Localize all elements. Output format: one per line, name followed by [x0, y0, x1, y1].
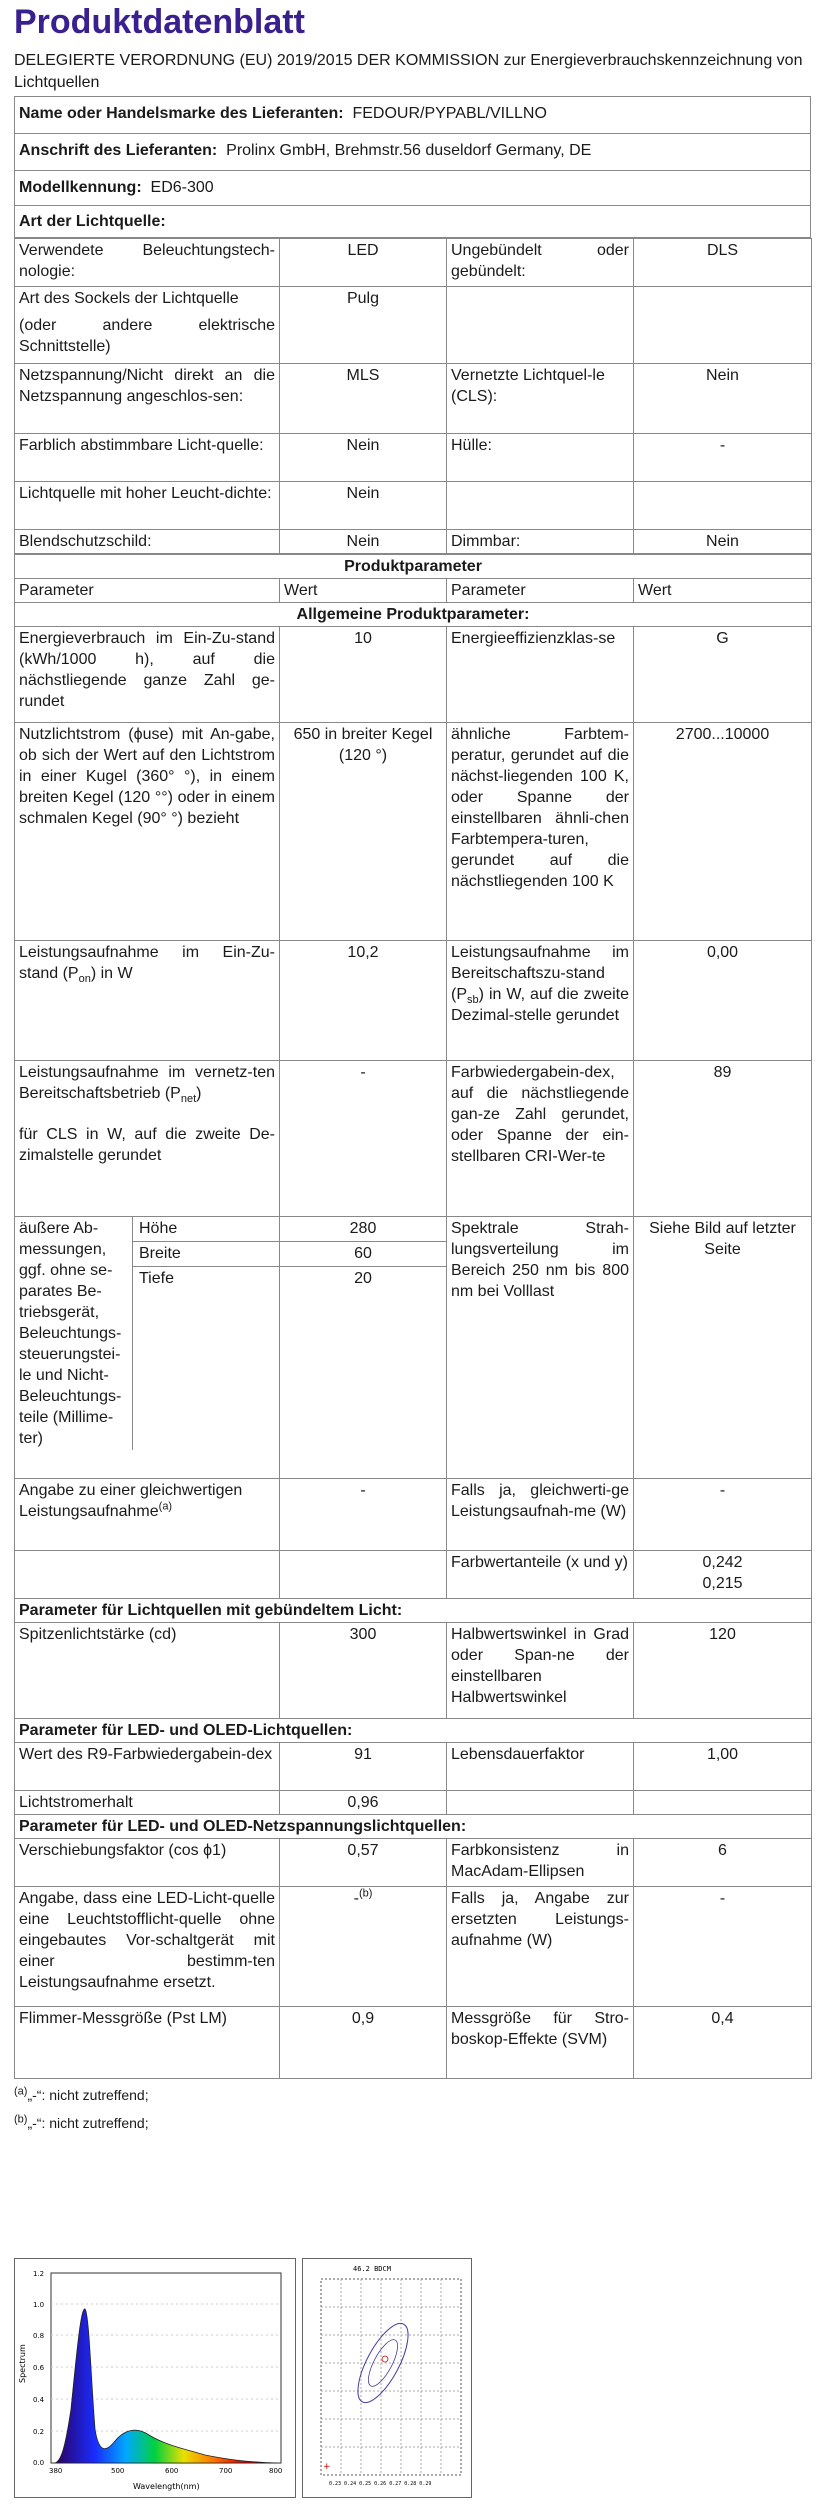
r9-value: 91: [280, 1743, 447, 1791]
chroma-y: 0,215: [702, 1575, 743, 1592]
art-param: [447, 287, 634, 364]
art-value: MLS: [280, 364, 447, 434]
y-tick: 0.2: [33, 2428, 45, 2436]
art-value: Nein: [280, 530, 447, 554]
art-param: Lichtquelle mit hoher Leucht-dichte:: [15, 482, 280, 530]
art-param: Vernetzte Lichtquel-le (CLS):: [447, 364, 634, 434]
datasheet: [14, 0, 809, 2133]
pnet-param: [15, 1061, 280, 1217]
produkt-heading: Produktparameter: [15, 555, 812, 579]
replaced-power-param: Falls ja, Angabe zur ersetzten Leistungs-aufnahme (W): [447, 1887, 634, 2007]
supplier-name-label: Name oder Handelsmarke des Lieferanten:: [19, 105, 344, 122]
footnote-text: „-“: nicht zutreffend;: [27, 2087, 149, 2103]
supplier-address-row: [15, 134, 811, 171]
fluor-dash: -: [353, 1890, 359, 1907]
dims-values: [280, 1217, 447, 1479]
spectrum-curve: [55, 2309, 277, 2463]
dim-value-height: 280: [280, 1217, 446, 1242]
gebuendelt-heading: Parameter für Lichtquellen mit gebündeltem Licht:: [15, 1599, 812, 1623]
spectral-param: Spektrale Strah-lungsverteilung im Bereich 250 nm bis 800 nm bei Volllast: [447, 1217, 634, 1479]
spectral-value: Siehe Bild auf letzter Seite: [634, 1217, 812, 1479]
cri-param: Farbwiedergabein-dex, auf die nächstliegende gan-ze Zahl gerundet, oder Spanne der ein-stellbaren CRI-Wer-te: [447, 1061, 634, 1217]
beam-angle-value: 120: [634, 1623, 812, 1719]
cri-value: 89: [634, 1061, 812, 1217]
footnote-text: „-“: nicht zutreffend;: [27, 2115, 149, 2131]
pon-param: [15, 941, 280, 1061]
dim-label-height: Höhe: [133, 1217, 279, 1242]
dim-value-width: 60: [280, 1242, 446, 1267]
empty-cell: [15, 1551, 280, 1599]
pnet-text: ): [196, 1085, 202, 1102]
ledmains-heading: Parameter für LED- und OLED-Netzspannungslichtquellen:: [15, 1815, 812, 1839]
regulation-subtitle: DELEGIERTE VERORDNUNG (EU) 2019/2015 DER KOMMISSION zur Energieverbrauchskennzeichnung von Lichtquellen: [14, 52, 803, 91]
equiv-power-param: Falls ja, gleichwerti-ge Leistungsaufnah-me (W): [447, 1479, 634, 1551]
lifetime-value: 1,00: [634, 1743, 812, 1791]
cie-frame: [321, 2279, 461, 2475]
equiv-power-value: -: [634, 1479, 812, 1551]
y-tick: 1.2: [33, 2270, 45, 2278]
efficiency-param: Energieeffizienzklas-se: [447, 627, 634, 723]
pnet-sub: net: [180, 1093, 197, 1106]
chroma-x: 0,242: [702, 1554, 743, 1571]
cct-value: 2700...10000: [634, 723, 812, 941]
x-tick: 700: [219, 2467, 233, 2475]
y-tick: 0.4: [33, 2396, 45, 2404]
spectrum-svg: [15, 2259, 295, 2497]
art-value: -: [634, 434, 812, 482]
dims-labels: [133, 1217, 279, 1450]
y-tick: 0.8: [33, 2332, 45, 2340]
art-value: Pulg: [280, 287, 447, 364]
cie-svg: [303, 2259, 471, 2497]
led-heading: Parameter für LED- und OLED-Lichtquellen:: [15, 1719, 812, 1743]
art-param: Hülle:: [447, 434, 634, 482]
art-value: Nein: [280, 434, 447, 482]
pon-text: ) in W: [90, 965, 133, 982]
x-tick: 500: [111, 2467, 125, 2475]
art-value: Nein: [634, 530, 812, 554]
psb-text: Leistungsaufnahme im Bereitschaftszu-stand (P: [451, 944, 629, 1003]
macadam-param: Farbkonsistenz in MacAdam-Ellipsen: [447, 1839, 634, 1887]
cos-value: 0,57: [280, 1839, 447, 1887]
art-param-line: (oder andere elektrische Schnittstelle): [19, 317, 275, 355]
equiv-param: [15, 1479, 280, 1551]
dim-value-depth: 20: [354, 1270, 372, 1287]
x-tick: 800: [269, 2467, 283, 2475]
art-param: Verwendete Beleuchtungstech-nologie:: [15, 239, 280, 287]
efficiency-value: G: [634, 627, 812, 723]
beam-angle-param: Halbwertswinkel in Grad oder Span-ne der einstellbaren Halbwertswinkel: [447, 1623, 634, 1719]
psb-text: ) in W, auf die zweite Dezimal-stelle gerundet: [451, 986, 629, 1024]
pnet-text: für CLS in W, auf die zweite De-zimalstelle gerundet: [19, 1126, 275, 1164]
lifetime-param: Lebensdauerfaktor: [447, 1743, 634, 1791]
art-value: LED: [280, 239, 447, 287]
flicker-value: 0,9: [280, 2007, 447, 2079]
art-param: Farblich abstimmbare Licht-quelle:: [15, 434, 280, 482]
col-header-param: Parameter: [447, 579, 634, 603]
empty-cell: [634, 1791, 812, 1815]
dim-label-width: Breite: [133, 1242, 279, 1267]
art-value: Nein: [634, 364, 812, 434]
macadam-value: 6: [634, 1839, 812, 1887]
supplier-table: [14, 96, 811, 238]
energy-param: Energieverbrauch im Ein-Zu-stand (kWh/1000 h), auf die nächstliegende ganze Zahl ge-rundet: [15, 627, 280, 723]
supplier-address-label: Anschrift des Lieferanten:: [19, 142, 218, 159]
cie-title: 46.2 BDCM: [353, 2265, 391, 2273]
footnote-a: [14, 2085, 809, 2105]
model-label: Modellkennung:: [19, 179, 142, 196]
supplier-name-value: FEDOUR/PYPABL/VILLNO: [352, 105, 547, 122]
maintenance-value: 0,96: [280, 1791, 447, 1815]
page-title: Produktdatenblatt: [14, 3, 305, 41]
model-value: ED6-300: [150, 179, 214, 196]
origin-marker: +: [323, 2462, 331, 2472]
x-ticks: [49, 2467, 282, 2475]
spectrum-xlabel: Wavelength(nm): [133, 2482, 200, 2491]
cos-param: Verschiebungsfaktor (cos ϕ1): [15, 1839, 280, 1887]
pon-sub: on: [78, 973, 91, 986]
x-tick: 380: [49, 2467, 63, 2475]
peak-value: 300: [280, 1623, 447, 1719]
flicker-param: Flimmer-Messgröße (Pst LM): [15, 2007, 280, 2079]
art-value: [634, 287, 812, 364]
art-value: [634, 482, 812, 530]
cie-grid: [321, 2279, 461, 2475]
col-header-wert: Wert: [280, 579, 447, 603]
col-header-wert: Wert: [634, 579, 812, 603]
footnotes: [14, 2085, 809, 2133]
maintenance-param: Lichtstromerhalt: [15, 1791, 280, 1815]
psb-sub: sb: [467, 994, 479, 1007]
art-value: Nein: [280, 482, 447, 530]
lumen-value: 650 in breiter Kegel (120 °): [280, 723, 447, 941]
col-header-param: Parameter: [15, 579, 280, 603]
art-param: Ungebündelt oder gebündelt:: [447, 239, 634, 287]
lumen-param: Nutzlichtstrom (ϕuse) mit An-gabe, ob sich der Wert auf den Lichtstrom in einer Kugel (360° °), in einem breiten Kegel (120 °°) oder in einem schmalen Kegel (90° °) bezieht: [15, 723, 280, 941]
footnote-marker: (b): [14, 2113, 28, 2126]
pon-value: 10,2: [280, 941, 447, 1061]
art-param: Blendschutzschild:: [15, 530, 280, 554]
art-param: Netzspannung/Nicht direkt an die Netzspannung angeschlos-sen:: [15, 364, 280, 434]
y-tick: 1.0: [33, 2301, 45, 2309]
chroma-value: [634, 1551, 812, 1599]
supplier-name-row: [15, 97, 811, 134]
dims-param: äußere Ab-messungen, ggf. ohne se-parates Be-triebsgerät, Beleuchtungs-steuerungstei-le und Nicht-Beleuchtungs-teile (Millime-ter): [15, 1217, 133, 1450]
energy-value: 10: [280, 627, 447, 723]
fluor-sup: (b): [358, 1887, 373, 1900]
y-ticks: [33, 2270, 45, 2467]
y-tick: 0.6: [33, 2364, 45, 2372]
svm-value: 0,4: [634, 2007, 812, 2079]
x-tick: 600: [165, 2467, 179, 2475]
supplier-address-value: Prolinx GmbH, Brehmstr.56 duseldorf Germany, DE: [226, 142, 592, 159]
cct-param: ähnliche Farbtem-peratur, gerundet auf die nächst-liegenden 100 K, oder Spanne der einstellbaren ähnli-chen Farbtempera-turen, gerundet auf die nächstliegenden 100 K: [447, 723, 634, 941]
footnote-b: [14, 2113, 809, 2133]
pon-text: Leistungsaufnahme im Ein-Zu-stand (P: [19, 944, 275, 982]
spectrum-ylabel: Spectrum: [18, 2344, 27, 2383]
svm-param: Messgröße für Stro-boskop-Effekte (SVM): [447, 2007, 634, 2079]
cie-footer: 0.23 0.24 0.25 0.26 0.27 0.28 0.29: [329, 2481, 432, 2487]
fluor-param: Angabe, dass eine LED-Licht-quelle eine Leuchtstofflicht-quelle ohne eingebautes Vor-schaltgerät mit einer bestimm-ten Leistungsaufnahme ersetzt.: [15, 1887, 280, 2007]
art-param: [15, 287, 280, 364]
replaced-power-value: -: [634, 1887, 812, 2007]
dim-label-depth: Tiefe: [139, 1270, 174, 1287]
psb-value: 0,00: [634, 941, 812, 1061]
measured-point: [382, 2356, 388, 2362]
y-tick: 0.0: [33, 2459, 45, 2467]
dimensions-cell: [15, 1217, 280, 1479]
footnote-marker: (a): [14, 2085, 28, 2098]
equiv-text: Angabe zu einer gleichwertigen Leistungsaufnahme: [19, 1482, 243, 1520]
art-table: [14, 238, 812, 554]
equiv-value: -: [280, 1479, 447, 1551]
art-param: Dimmbar:: [447, 530, 634, 554]
chroma-param: Farbwertanteile (x und y): [447, 1551, 634, 1599]
product-table: [14, 554, 812, 2079]
model-row: [15, 171, 811, 206]
allgemeine-heading: Allgemeine Produktparameter:: [15, 603, 812, 627]
equiv-sup: (a): [158, 1500, 173, 1513]
pnet-value: -: [280, 1061, 447, 1217]
art-heading: Art der Lichtquelle:: [15, 206, 811, 238]
art-param-line: Art des Sockels der Lichtquelle: [19, 290, 239, 307]
art-value: DLS: [634, 239, 812, 287]
art-param: [447, 482, 634, 530]
peak-param: Spitzenlichtstärke (cd): [15, 1623, 280, 1719]
r9-param: Wert des R9-Farbwiedergabein-dex: [15, 1743, 280, 1791]
cie-chart: [302, 2258, 472, 2498]
psb-param: [447, 941, 634, 1061]
empty-cell: [447, 1791, 634, 1815]
spectrum-chart: [14, 2258, 296, 2498]
pnet-text: Leistungsaufnahme im vernetz-ten Bereitschaftsbetrieb (P: [19, 1064, 275, 1102]
fluor-value: [280, 1887, 447, 2007]
empty-cell: [280, 1551, 447, 1599]
